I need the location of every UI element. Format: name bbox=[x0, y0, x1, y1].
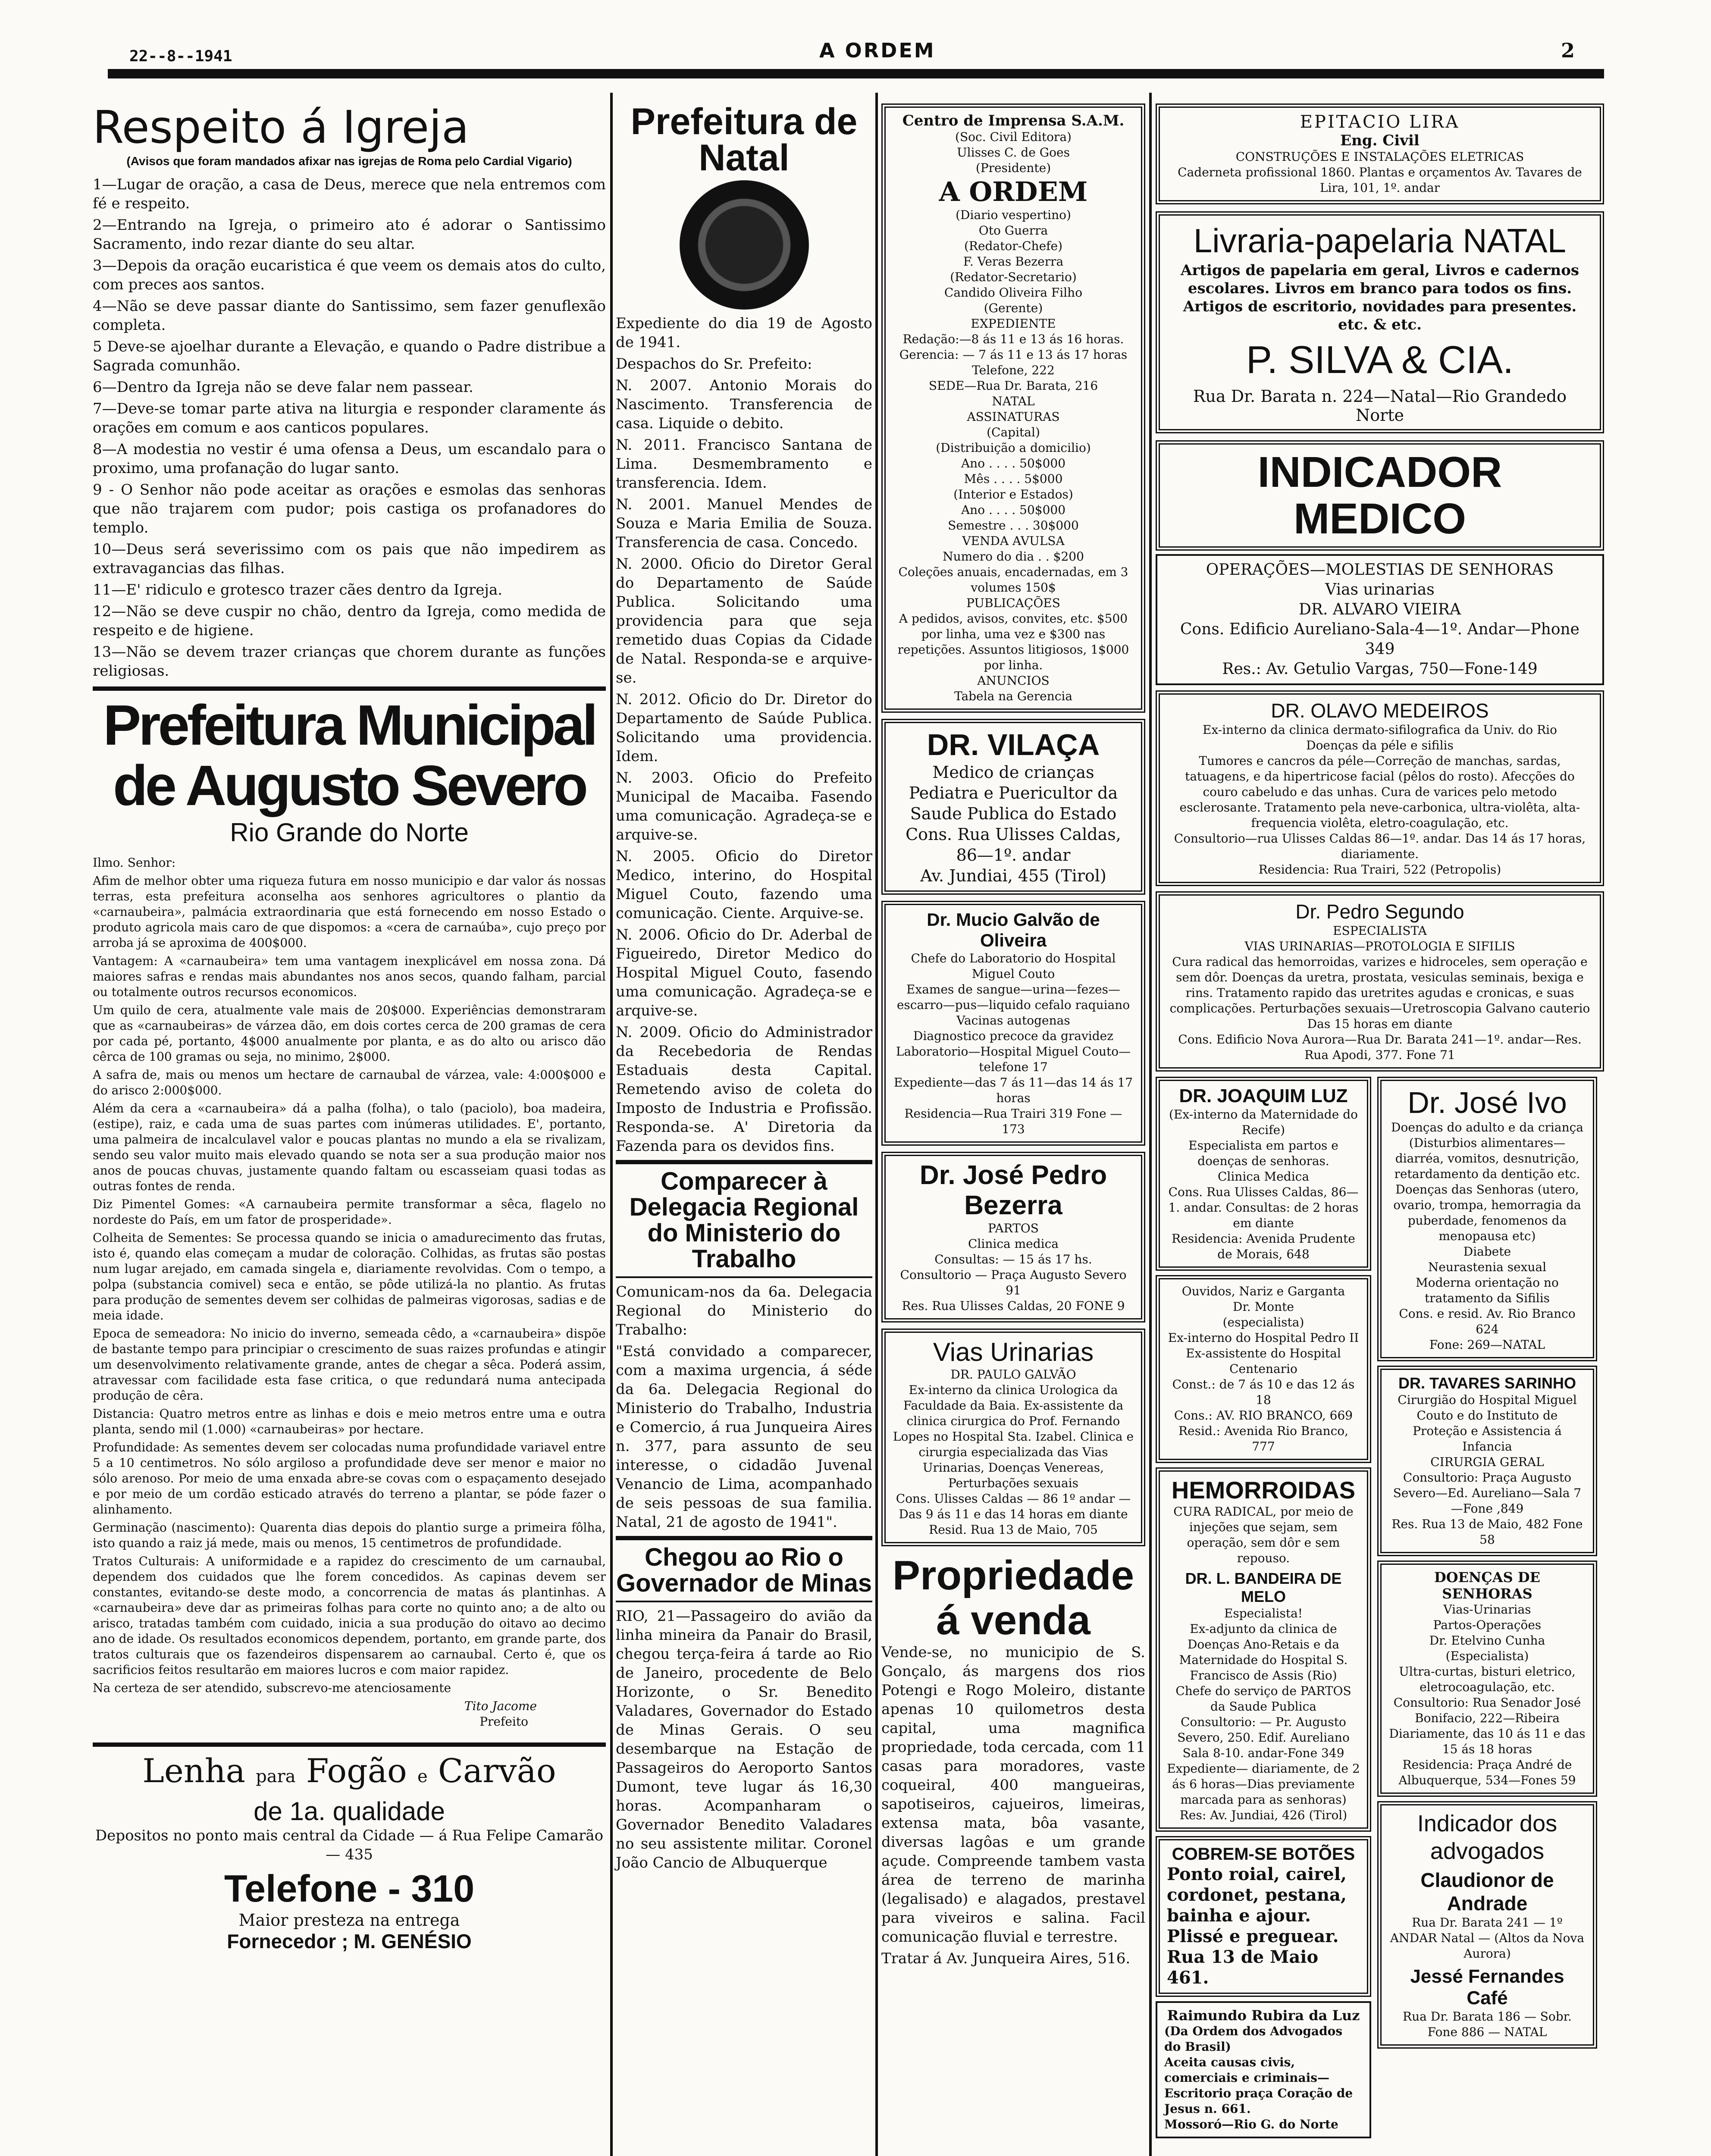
box-line: (Distribuição a domicilio) bbox=[936, 441, 1091, 455]
masthead-rule bbox=[108, 69, 1604, 78]
ad-title: Raimundo Rubira da Luz bbox=[1167, 2007, 1360, 2024]
box-line: (Gerente) bbox=[984, 301, 1043, 315]
box-line: Ulisses C. de Goes bbox=[957, 145, 1070, 160]
paragraph: Distancia: Quatro metros entre as linhas e dois e meio metros entre uma e outra planta, sendo mil (1.000) «carnaubeiras» por hectare. bbox=[93, 1407, 606, 1436]
olavo-ad bbox=[1156, 690, 1604, 886]
ad-line: CONSTRUÇÕES E INSTALAÇÕES ELETRICAS bbox=[1235, 150, 1524, 164]
box-line: Tabela na Gerencia bbox=[954, 689, 1073, 703]
ad-line: Moderna orientação no tratamento da Sifilis bbox=[1416, 1275, 1559, 1305]
signature-role: Prefeito bbox=[479, 1714, 528, 1729]
section-title: INDICADOR MEDICO bbox=[1257, 448, 1502, 543]
ad-owner: P. SILVA & CIA. bbox=[1246, 338, 1514, 382]
paragraph: A safra de, mais ou menos um hectare de carnaubal de várzea, vale: 4:000$000 e do arisco 2:000$000. bbox=[93, 1068, 606, 1097]
pedro-ad bbox=[881, 1152, 1145, 1322]
rule-item: 6—Dentro da Igreja não se deve falar nem passear. bbox=[93, 379, 473, 396]
ad-line: OPERAÇÕES—MOLESTIAS DE SENHORAS bbox=[1206, 561, 1554, 579]
rule-item: 4—Não se deve passar diante do Santissimo, sem fazer genuflexão completa. bbox=[93, 298, 606, 334]
despacho-item: N. 2011. Francisco Santana de Lima. Desmembramento e transferencia. Idem. bbox=[616, 436, 872, 492]
rule-item: 5 Deve-se ajoelhar durante a Elevação, e quando o Padre distribue a Sagrada comunhão. bbox=[93, 338, 606, 374]
ad-line: Ex-assistente do Hospital Centenario bbox=[1186, 1346, 1341, 1376]
ad-line: Fornecedor ; M. GENÉSIO bbox=[227, 1930, 472, 1952]
article-body: RIO, 21—Passageiro do avião da linha mineira da Panair do Brasil, chegou terça-feira á tarde ao Rio de Janeiro, procedente de Belo Horizonte, o Sr. Benedito Valadares, Governador do Estado de Minas Gerais. O seu desembarque na Estação de Passageiros do Aeroporto Santos Dumont, teve lugar ás 16,30 horas. Acompanharam o Governador Benedito Valadares no seu assistente militar. Coronel João Cancio de Albuquerque bbox=[616, 1608, 872, 1871]
mucio-ad bbox=[881, 901, 1145, 1146]
column-2 bbox=[616, 103, 872, 1875]
lawyer-name: Claudionor de Andrade bbox=[1420, 1869, 1554, 1915]
ad-line: Especialista! bbox=[1224, 1606, 1303, 1620]
box-line: (Presidente) bbox=[975, 161, 1051, 175]
ad-body: Vende-se, no municipio de S. Gonçalo, ás margens dos rios Potengi e Rogo Moleiro, distante apenas 10 quilometros desta capital, uma magnifica propriedade, toda cercada, com 11 casas para moradores, vaste coqueiral, 400 mangueiras, sapotiseiros, cajueiros, limeiras, extensa mata, bôa vasante, diversas lagôas e um grande açude. Compreende tambem vasta área de terreno de marinha (legalisado) e alagados, prestavel para viveiros e salina. Facil comunicação fluvial e terrestre. bbox=[881, 1644, 1145, 1946]
despacho-item: N. 2006. Oficio do Dr. Aderbal de Figueiredo, Diretor Medico do Hospital Miguel Couto, fasendo uma comunicação. Agradeça-se e arquive-se. bbox=[616, 926, 872, 1019]
ad-lines bbox=[1167, 1284, 1360, 1454]
ad-line: Cons. Ulisses Caldas — 86 1º andar — Das 9 ás 11 e das 14 horas em diante bbox=[896, 1492, 1131, 1521]
ad-line: Medico de crianças bbox=[932, 763, 1094, 782]
ad-line: Partos-Operações bbox=[1433, 1618, 1542, 1632]
ad-title: Propriedade á venda bbox=[892, 1552, 1134, 1643]
ad-line: Diabete bbox=[1463, 1244, 1511, 1259]
ad-line: Ex-interno da clinica dermato-sifilografica da Univ. do Rio bbox=[1203, 723, 1557, 737]
ad-line: Residencia: Avenida Prudente de Morais, 648 bbox=[1172, 1232, 1355, 1261]
article-title: Prefeitura Municipal de Augusto Severo bbox=[103, 693, 595, 817]
paragraph: Afim de melhor obter uma riqueza futura em nosso municipio e dar valor ás nossas terras, esta prefeitura aconselha aos senhores agricultores o plantio da «carnaubeira», palmácia extraordinaria que está fornecendo em nosso Estado o produto agricola mais caro de que dispomos: a «cera de carnaúba», cujo preço por arroba já se aproxima de 400$000. bbox=[93, 874, 606, 950]
box-lines bbox=[893, 207, 1134, 704]
ad-title: HEMORROIDAS bbox=[1171, 1476, 1356, 1504]
ad-title: Vias Urinarias bbox=[933, 1338, 1094, 1366]
box-line: Oto Guerra bbox=[978, 223, 1048, 238]
ad-line: Ex-adjunto da clinica de Doenças Ano-Retais e da Maternidade do Hospital S. Francisco de Assis (Rio) bbox=[1179, 1622, 1348, 1683]
ad-line: Consultorio—rua Ulisses Caldas 86—1º. andar. Das 14 ás 17 horas, diariamente. bbox=[1174, 831, 1586, 861]
ad-title: COBREM-SE BOTÕES bbox=[1172, 1845, 1355, 1864]
segundo-ad bbox=[1156, 891, 1604, 1072]
rule-item: 13—Não se devem trazer crianças que chorem durante as funções religiosas. bbox=[93, 643, 606, 680]
ad-line: Chefe do serviço de PARTOS da Saude Publica bbox=[1175, 1684, 1351, 1714]
box-line: Coleções anuais, encadernadas, em 3 volumes 150$ bbox=[898, 565, 1128, 595]
ad-line: Res. Rua Ulisses Caldas, 20 FONE 9 bbox=[902, 1299, 1125, 1313]
ad-line: Dr. Etelvino Cunha bbox=[1429, 1633, 1545, 1648]
ad-line: Consultorio: Praça Augusto Severo—Ed. Aureliano—Sala 7 —Fone ,849 bbox=[1393, 1470, 1582, 1516]
coat-of-arms-seal bbox=[680, 180, 809, 310]
ad-line: CIRURGIA GERAL bbox=[1430, 1455, 1544, 1469]
paragraph: Colheita de Sementes: Se processa quando se inicia o amadurecimento das frutas, isto é, quando elas começam a mudar de coloração. Colhidas, as frutas são postas num lugar arejado, em camada singela e, diariamente revolvidas. Com o tempo, a polpa (substancia comivel) seca e então, se pôde utilizá-la no plantio. As frutas para produção de sementes devem ser colhidas de palmeiras vigorosas, sadias e de meia idade. bbox=[93, 1231, 606, 1322]
ad-line: Fone: 269—NATAL bbox=[1429, 1338, 1545, 1352]
despacho-item: N. 2003. Oficio do Prefeito Municipal de Macaiba. Fasendo uma comunicação. Agradeça-se e arquive-se. bbox=[616, 769, 872, 843]
divider bbox=[93, 1742, 606, 1747]
box-line: EXPEDIENTE bbox=[971, 317, 1056, 331]
box-line: (Interior e Estados) bbox=[953, 487, 1073, 501]
article-title: Respeito á Igreja bbox=[93, 101, 469, 154]
ad-line: Clinica Medica bbox=[1217, 1169, 1310, 1184]
ad-line: Pediatra e Puericultor da Saude Publica do Estado bbox=[909, 783, 1118, 823]
box-line: Redação:—8 ás 11 e 13 ás 16 horas. bbox=[903, 332, 1124, 346]
vilaca-ad bbox=[881, 719, 1145, 895]
box-line: ASSINATURAS bbox=[967, 410, 1060, 424]
ad-lines bbox=[1167, 1504, 1360, 1566]
ad-line: Cons. e resid. Av. Rio Branco 624 bbox=[1399, 1307, 1576, 1336]
paragraph: Diz Pimentel Gomes: «A carnaubeira permite transformar a sêca, flagelo no nordeste do País, em um fator de prosperidade». bbox=[93, 1197, 606, 1227]
article-title: Comparecer à Delegacia Regional do Ministerio do Trabalho bbox=[629, 1167, 859, 1273]
ad-line: Caderneta profissional 1860. Plantas e orçamentos Av. Tavares de Lira, 101, 1º. andar bbox=[1178, 165, 1582, 195]
ad-lines bbox=[1164, 2024, 1363, 2132]
ad-line: Das 15 horas em diante bbox=[1307, 1017, 1453, 1031]
box-line: Telefone, 222 bbox=[972, 363, 1055, 377]
box-line: ANUNCIOS bbox=[977, 674, 1050, 688]
despacho-item: N. 2005. Oficio do Diretor Medico, interino, do Hospital Miguel Couto, fazendo uma comunicação. Ciente. Arquive-se. bbox=[616, 848, 872, 922]
ad-line: Ultra-curtas, bisturi eletrico, eletrocoagulação, etc. bbox=[1399, 1664, 1576, 1694]
column-1 bbox=[93, 103, 606, 1953]
box-line: (Redator-Chefe) bbox=[964, 239, 1063, 253]
ad-line: Exames de sangue—urina—fezes—escarro—pus—liquido cefalo raquiano bbox=[896, 982, 1130, 1012]
article-title: Chegou ao Rio o Governador de Minas bbox=[616, 1543, 872, 1597]
cunha-ad bbox=[1377, 1561, 1597, 1797]
box-line: (Capital) bbox=[987, 425, 1040, 439]
ad-word: para bbox=[256, 1767, 296, 1786]
ad-line: Doenças da péle e sifilis bbox=[1306, 738, 1454, 752]
ad-line: Aceita causas civis, comerciais e criminais—Escritorio praça Coração de Jesus n. 661. bbox=[1164, 2055, 1353, 2116]
rules-list bbox=[93, 175, 606, 680]
lawyer-address: Rua Dr. Barata 241 — 1º ANDAR Natal — (Altos da Nova Aurora) bbox=[1390, 1915, 1585, 1961]
vieira-ad bbox=[1156, 554, 1604, 685]
despacho-item: N. 2009. Oficio do Administrador da Recebedoria de Rendas Estaduais desta Capital. Remetendo aviso de coleta do Imposto de Industria e Profissão. Responda-se. A' Diretoria da Fazenda para os devidos fins. bbox=[616, 1024, 872, 1155]
doctor-name: Dr. José Ivo bbox=[1407, 1086, 1567, 1119]
paragraph: Epoca de semeadora: No inicio do inverno, semeada cêdo, a «carnaubeira» dispõe de bastante tempo para principiar o crescimento de suas raizes profundas e atingir um desenvolvimento relativamente grande, antes de chegar a sêca. Poderá assim, atravessar com facilidade esta fase critica, o que redundará numa antecipada produção de cêra. bbox=[93, 1326, 606, 1403]
paragraph: Profundidade: As sementes devem ser colocadas numa profundidade variavel entre 5 a 10 centimetros. No sólo argiloso a profundidade deve ser menor e maior no sólo arenoso. Por meio de uma enxada abre-se covas com o espaçamento desejado e por meio de um cordão esticado através do terreno a plantar, se póde fazer o alinhamento. bbox=[93, 1440, 606, 1517]
tavares-ad bbox=[1377, 1366, 1597, 1556]
livraria-ad bbox=[1156, 211, 1604, 433]
ad-line: Cirurgião do Hospital Miguel Couto e do Instituto de Proteção e Assistencia á Infancia bbox=[1398, 1393, 1577, 1454]
ad-subtitle: Eng. Civil bbox=[1340, 132, 1420, 149]
article-body: Comunicam-nos da 6a. Delegacia Regional do Ministerio do Trabalho: bbox=[616, 1283, 872, 1338]
hemo-ad bbox=[1156, 1467, 1371, 1832]
ad-line: Consultas: — 15 ás 17 hs. bbox=[934, 1252, 1092, 1266]
ad-line: Ouvidos, Nariz e Garganta bbox=[1181, 1284, 1345, 1298]
ads-left bbox=[1156, 1077, 1371, 2138]
ad-word: Carvão bbox=[438, 1752, 556, 1790]
vias-ad bbox=[881, 1329, 1145, 1546]
ad-line: Laboratorio—Hospital Miguel Couto—telefone 17 bbox=[896, 1044, 1131, 1074]
ad-phone: Telefone - 310 bbox=[224, 1867, 475, 1910]
monte-ad bbox=[1156, 1275, 1371, 1463]
ad-lines bbox=[893, 951, 1134, 1137]
rule-item: 8—A modestia no vestir é uma ofensa a Deus, um escandalo para o proximo, uma profanação do lugar santo. bbox=[93, 441, 606, 477]
divider bbox=[616, 1601, 872, 1602]
article-title: Prefeitura de Natal bbox=[630, 101, 858, 179]
paragraph: Um quilo de cera, atualmente vale mais de 20$000. Experiências demonstraram que as «carnaubeiras» de várzea dão, em dois cortes cerca de 200 gramas de cera por cada pé, portanto, 4$000 anualmente por planta, e as do alto ou arisco dão cêrca de 100 gramas ou seja, no minimo, 2$000. bbox=[93, 1003, 606, 1064]
lawyer-address: Rua Dr. Barata 186 — Sobr. Fone 886 — NATAL bbox=[1403, 2009, 1572, 2039]
indicador-medico-title bbox=[1156, 440, 1604, 551]
ad-line: Cons.: AV. RIO BRANCO, 669 bbox=[1174, 1408, 1353, 1423]
ad-body: Ponto roial, cairel, cordonet, pestana, bainha e ajour. Plissé e preguear. Rua 13 de Maio 461. bbox=[1167, 1864, 1347, 1988]
rule-item: 2—Entrando na Igreja, o primeiro ato é adorar o Santissimo Sacramento, indo rezar diante do seu altar. bbox=[93, 216, 606, 253]
ad-line: Vacinas autogenas bbox=[956, 1013, 1070, 1028]
column-3 bbox=[881, 103, 1145, 1971]
box-line: A pedidos, avisos, convites, etc. $500 por linha, uma vez e $300 nas repetições. Assuntos litigiosos, 1$000 por linha. bbox=[897, 611, 1129, 672]
despacho-item: N. 2007. Antonio Morais do Nascimento. Transferencia de casa. Liquide o debito. bbox=[616, 377, 872, 432]
box-line: Ano . . . . 50$000 bbox=[961, 503, 1066, 517]
ad-line: (Da Ordem dos Advogados do Brasil) bbox=[1164, 2024, 1343, 2054]
rule-item: 11—E' ridiculo e grotesco trazer cães dentro da Igreja. bbox=[93, 581, 503, 599]
column-divider bbox=[610, 93, 613, 2156]
paragraph: Vantagem: A «carnaubeira» tem uma vantagem inexplicável em nossa zona. Dá maiores safras e rendas mais abundantes nos anos secos, quando falham, parcial ou totalmente outros recursos economicos. bbox=[93, 954, 606, 999]
ad-line: Residencia: Praça André de Albuquerque, 534—Fones 59 bbox=[1398, 1758, 1576, 1787]
box-line: F. Veras Bezerra bbox=[963, 254, 1064, 269]
ad-title: EPITACIO LIRA bbox=[1300, 112, 1460, 132]
ad-lines bbox=[893, 1367, 1134, 1538]
despachos-heading: Despachos do Sr. Prefeito: bbox=[616, 355, 812, 373]
signature: Tito Jacome bbox=[464, 1699, 537, 1713]
ad-line: Res: Av. Jundiai, 426 (Tirol) bbox=[1179, 1808, 1347, 1822]
doctor-name: DR. VILAÇA bbox=[927, 728, 1100, 761]
despacho-item: N. 2012. Oficio do Dr. Diretor do Departamento de Saúde Publica. Solicitando uma providencia. Idem. bbox=[616, 691, 872, 765]
ad-line: Clinica medica bbox=[968, 1237, 1059, 1251]
ad-line: DR. ALVARO VIEIRA bbox=[1299, 601, 1461, 618]
epitacio-ad bbox=[1156, 103, 1604, 204]
section-title: Indicador dos advogados bbox=[1417, 1811, 1557, 1864]
cobrem-ad bbox=[1156, 1836, 1371, 1997]
box-title: Centro de Imprensa S.A.M. bbox=[902, 112, 1125, 129]
doctor-name: DR. JOAQUIM LUZ bbox=[1179, 1085, 1348, 1106]
ad-word: Lenha bbox=[142, 1752, 245, 1790]
ad-line: (especialista) bbox=[1222, 1315, 1304, 1329]
ad-line: Ex-interno da clinica Urologica da Faculdade da Baia. Ex-assistente da clinica cirurgica do Prof. Fernando Lopes no Hospital Sta. Izabel. Clinica e cirurgia especializada das Vias Urinarias, Doenças Venereas, Perturbações sexuais bbox=[893, 1383, 1134, 1490]
ad-title: Livraria-papelaria NATAL bbox=[1193, 222, 1567, 260]
box-lines bbox=[893, 129, 1134, 176]
rubira-ad bbox=[1156, 2001, 1371, 2138]
lawyer-name: Jessé Fernandes Café bbox=[1410, 1966, 1564, 2009]
ad-contact: Tratar á Av. Junqueira Aires, 516. bbox=[881, 1950, 1131, 1967]
ad-lines bbox=[1164, 560, 1595, 679]
article-subtitle: (Avisos que foram mandados afixar nas igrejas de Roma pelo Cardial Vigario) bbox=[126, 154, 572, 168]
advogados-ad bbox=[1377, 1801, 1597, 2049]
ad-line: Diagnostico precoce da gravidez bbox=[913, 1029, 1114, 1043]
ad-line: Dr. Monte bbox=[1233, 1300, 1294, 1314]
paragraph: Tratos Culturais: A uniformidade e a rapidez do crescimento de um carnaubal, dependem dos cuidados que lhe forem concedidos. As capinas devem ser constantes, evitando-se deste modo, a concorrencia de matas ás plantinhas. A «carnaubeira» deve dar as primeiras folhas para corte no quinto ano; a de alto ou arisco, tratadas também com cuidado, inicia a sua produção do oitavo ao decimo ano de idade. Os resultados economicos dependem, portanto, em grande parte, dos tratos culturais que os fazendeiros dispensarem ao carnaubal. Certo é, que os sacrificios feitos resultarão em maiores lucros e com maior rapidez. bbox=[93, 1554, 606, 1677]
expediente-intro: Expediente do dia 19 de Agosto de 1941. bbox=[616, 315, 872, 351]
newspaper-name: A ORDEM bbox=[819, 39, 936, 62]
divider bbox=[93, 686, 606, 691]
ad-line: Cons. Rua Ulisses Caldas, 86—1. andar. Consultas: de 2 horas em diante bbox=[1168, 1185, 1359, 1230]
ad-line: ESPECIALISTA bbox=[1333, 924, 1427, 938]
ads-right bbox=[1377, 1077, 1597, 2138]
ad-line: Residencia—Rua Trairi 319 Fone — 173 bbox=[904, 1106, 1122, 1136]
ad-line: Doenças do adulto e da criança (Disturbios alimentares—diarréa, vomitos, desnutrição, retardamento da dentição etc. bbox=[1391, 1120, 1583, 1181]
ivo-ad bbox=[1377, 1077, 1597, 1361]
ad-line: Resid. Rua 13 de Maio, 705 bbox=[929, 1523, 1098, 1537]
box-line: Mês . . . . 5$000 bbox=[964, 472, 1063, 486]
column-4 bbox=[1156, 103, 1604, 2138]
ad-lines bbox=[893, 1221, 1134, 1314]
ad-line: Maior presteza na entrega bbox=[238, 1911, 460, 1930]
ad-line: (Especialista) bbox=[1445, 1649, 1529, 1663]
ad-line: Mossoró—Rio G. do Norte bbox=[1164, 2117, 1338, 2131]
ad-line: Const.: de 7 ás 10 e das 12 ás 18 bbox=[1172, 1377, 1355, 1407]
ad-lines bbox=[1167, 722, 1593, 877]
rule-item: 1—Lugar de oração, a casa de Deus, merece que nela entremos com fé e respeito. bbox=[93, 176, 606, 212]
box-line: Gerencia: — 7 ás 11 e 13 ás 17 horas bbox=[899, 348, 1128, 362]
ad-word: Fogão bbox=[306, 1752, 407, 1790]
ad-line: Cons. Edificio Aureliano-Sala-4—1º. Andar—Phone 349 bbox=[1180, 620, 1579, 658]
box-title: A ORDEM bbox=[939, 176, 1088, 207]
ad-lines bbox=[1167, 149, 1593, 196]
ad-body: Artigos de papelaria em geral, Livros e cadernos escolares. Livros em branco para todos os fins. Artigos de escritorio, novidades para presentes. etc. & etc. bbox=[1180, 262, 1579, 333]
ad-line: Expediente—das 7 ás 11—das 14 ás 17 horas bbox=[893, 1075, 1133, 1105]
box-line: Candido Oliveira Filho bbox=[944, 285, 1083, 300]
issue-date: 22--8--1941 bbox=[129, 47, 232, 65]
box-line: (Diario vespertino) bbox=[956, 208, 1071, 222]
ad-line: Expediente— diariamente, de 2 ás 6 horas—Dias previamente marcada para as senhoras) bbox=[1167, 1761, 1360, 1807]
ad-lines bbox=[893, 762, 1134, 886]
ad-line: Vias urinarias bbox=[1325, 581, 1435, 599]
ad-line: de 1a. qualidade bbox=[254, 1797, 445, 1826]
rule-item: 9 - O Senhor não pode aceitar as orações e esmolas das senhoras que não trajarem com pudor; pois castiga os profanadores do templo. bbox=[93, 481, 606, 536]
ad-line: DR. PAULO GALVÃO bbox=[950, 1367, 1076, 1382]
ad-lines bbox=[1167, 1107, 1360, 1262]
doctor-name: Dr. José Pedro Bezerra bbox=[919, 1160, 1107, 1220]
luz-ad bbox=[1156, 1077, 1371, 1271]
two-column-ads bbox=[1156, 1077, 1604, 2138]
rule-item: 7—Deve-se tomar parte ativa na liturgia e responder claramente ás orações em comum e aos canticos populares. bbox=[93, 400, 606, 436]
ad-line: VIAS URINARIAS—PROTOLOGIA E SIFILIS bbox=[1244, 939, 1515, 953]
ad-line: Doenças das Senhoras (utero, ovario, trompa, hemorragia da puberdade, fenomenos da menopausa etc) bbox=[1393, 1182, 1581, 1243]
article-body bbox=[93, 873, 606, 1696]
ad-line: Vias-Urinarias bbox=[1443, 1602, 1531, 1617]
ad-line: Consultorio: — Pr. Augusto Severo, 250. Edif. Aureliano Sala 8-10. andar-Fone 349 bbox=[1177, 1715, 1350, 1760]
box-line: Semestre . . . 30$000 bbox=[948, 518, 1079, 533]
paragraph: Na certeza de ser atendido, subscrevo-me atenciosamente bbox=[93, 1681, 451, 1695]
paragraph: Além da cera a «carnaubeira» dá a palha (folha), o talo (paciolo), boa madeira, (estipe), raiz, e cada uma de suas partes com inúmeras utilidades. E', portanto, uma palmeira de incalculavel valor e poucas plantas no mundo a ela se rivalizam, sendo seu valor muito mais elevado quando se nota ser a sua produção maior nos anos de poucas chuvas, justamente quando faltam ou escasseiam quasi todas as outras fontes de renda. bbox=[93, 1101, 606, 1193]
doctor-name: DR. L. BANDEIRA DE MELO bbox=[1185, 1570, 1342, 1605]
ad-line: Residencia: Rua Trairi, 522 (Petropolis) bbox=[1258, 862, 1501, 877]
box-line: NATAL bbox=[992, 394, 1035, 408]
despacho-item: N. 2000. Oficio do Diretor Geral do Departamento de Saúde Publica. Solicitando uma providencia para que seja remetido duas Copias da Cidade de Natal. Responda-se e arquive-se. bbox=[616, 555, 872, 686]
ad-line: PARTOS bbox=[988, 1221, 1039, 1235]
ad-line: Cons. Edificio Nova Aurora—Rua Dr. Barata 241—1º. andar—Res. Rua Apodi, 377. Fone 71 bbox=[1178, 1032, 1582, 1062]
ad-line: Depositos no ponto mais central da Cidade — á Rua Felipe Camarão — 435 bbox=[95, 1827, 604, 1863]
column-divider bbox=[875, 93, 878, 2156]
salutation: Ilmo. Senhor: bbox=[93, 856, 176, 870]
box-line: Ano . . . . 50$000 bbox=[961, 456, 1066, 470]
ad-title: DOENÇAS DE SENHORAS bbox=[1434, 1569, 1540, 1602]
paragraph: Germinação (nascimento): Quarenta dias depois do plantio surge a primeira fôlha, isto quando a raiz já mede, mais ou menos, 15 centimetros de profundidade. bbox=[93, 1520, 606, 1550]
divider bbox=[616, 1160, 872, 1164]
article-subtitle: Rio Grande do Norte bbox=[230, 818, 469, 847]
box-line: VENDA AVULSA bbox=[962, 534, 1065, 548]
divider bbox=[616, 1536, 872, 1540]
ad-line: Consultorio — Praça Augusto Severo 91 bbox=[900, 1268, 1127, 1297]
rule-item: 12—Não se deve cuspir no chão, dentro da Igreja, como medida de respeito e de higiene. bbox=[93, 603, 606, 639]
ad-lines bbox=[1167, 923, 1593, 1063]
doctor-name: Dr. Pedro Segundo bbox=[1295, 900, 1464, 923]
expediente-box bbox=[881, 103, 1145, 713]
rule-item: 10—Deus será severissimo com os pais que não impedirem as extravagancias das filhas. bbox=[93, 541, 606, 577]
ad-line: Av. Jundiai, 455 (Tirol) bbox=[920, 866, 1106, 885]
ad-line: Res. Rua 13 de Maio, 482 Fone 58 bbox=[1391, 1517, 1583, 1547]
ad-lines bbox=[1388, 1392, 1586, 1548]
ad-line: (Ex-interno da Maternidade do Recife) bbox=[1169, 1107, 1358, 1137]
lenha-ad bbox=[93, 1751, 606, 1953]
ad-line: Consultorio: Rua Senador José Bonifacio, 222—Ribeira Diariamente, das 10 ás 11 e das 15 ás 18 horas bbox=[1389, 1695, 1586, 1756]
ad-line: Chefe do Laboratorio do Hospital Miguel Couto bbox=[911, 951, 1116, 981]
column-divider bbox=[1149, 93, 1152, 2156]
doctor-name: Dr. Mucio Galvão de Oliveira bbox=[927, 909, 1100, 950]
ad-line: Neurastenia sexual bbox=[1428, 1260, 1547, 1274]
ad-lines bbox=[1388, 1602, 1586, 1788]
ad-address: Rua Dr. Barata n. 224—Natal—Rio Grandedo Norte bbox=[1193, 387, 1567, 425]
box-line: SEDE—Rua Dr. Barata, 216 bbox=[928, 379, 1098, 393]
ad-lines bbox=[1167, 1606, 1360, 1823]
ad-line: Resid.: Avenida Rio Branco, 777 bbox=[1178, 1424, 1349, 1454]
ad-line: CURA RADICAL, por meio de injeções que sejam, sem operação, sem dôr e sem repouso. bbox=[1173, 1504, 1354, 1565]
despacho-item: N. 2001. Manuel Mendes de Souza e Maria Emilia de Souza. Transferencia de casa. Concedo. bbox=[616, 496, 872, 551]
article-body: "Está convidado a comparecer, com a maxima urgencia, á séde da 6a. Delegacia Regional do Ministerio do Trabalho, Industria e Comercio, á rua Junqueira Aires n. 377, para assunto de seu interesse, o cidadão Juvenal Venancio de Lima, acompanhado de seis pessoas de sua familia. Natal, 21 de agosto de 1941". bbox=[616, 1343, 872, 1531]
despachos-list bbox=[616, 376, 872, 1156]
rule-item: 3—Depois da oração eucaristica é que veem os demais atos do culto, com preces aos santos. bbox=[93, 257, 606, 293]
ad-line: Ex-interno do Hospital Pedro II bbox=[1168, 1331, 1359, 1345]
page-number: 2 bbox=[1561, 39, 1575, 62]
doctor-name: DR. OLAVO MEDEIROS bbox=[1271, 699, 1489, 722]
ad-line: Tumores e cancros da péle—Correção de manchas, sardas, tatuagens, e da hipertricose facial (pêlos do rosto). Afecções do couro cabeludo e das unhas. Cura de varices pelo metodo esclerosante. Tratamento pela neve-carbonica, ultra-violêta, alta-frequencia violêta, eletro-coagulação, etc. bbox=[1179, 754, 1580, 830]
divider bbox=[616, 1276, 872, 1278]
box-line: (Soc. Civil Editora) bbox=[955, 130, 1072, 144]
box-line: Numero do dia . . $200 bbox=[943, 549, 1084, 564]
box-line: (Redator-Secretario) bbox=[950, 270, 1077, 284]
ad-line: Cons. Rua Ulisses Caldas, 86—1º. andar bbox=[906, 825, 1121, 865]
ad-lines bbox=[1388, 1120, 1586, 1353]
ad-word: e bbox=[417, 1767, 428, 1786]
ad-line: Especialista em partos e doenças de senhoras. bbox=[1188, 1138, 1338, 1168]
ad-line: Cura radical das hemorroidas, varizes e hidroceles, sem operação e sem dôr. Doenças da uretra, prostata, vesiculas seminais, bexiga e rins. Tratamento rapido das uretrites agudas e cronicas, e suas complicações. Perturbações sexuais—Uretroscopia Galvano cauterio bbox=[1169, 955, 1590, 1015]
doctor-name: DR. TAVARES SARINHO bbox=[1398, 1374, 1576, 1392]
ad-line: Res.: Av. Getulio Vargas, 750—Fone-149 bbox=[1222, 660, 1538, 678]
box-line: PUBLICAÇÕES bbox=[966, 596, 1060, 610]
